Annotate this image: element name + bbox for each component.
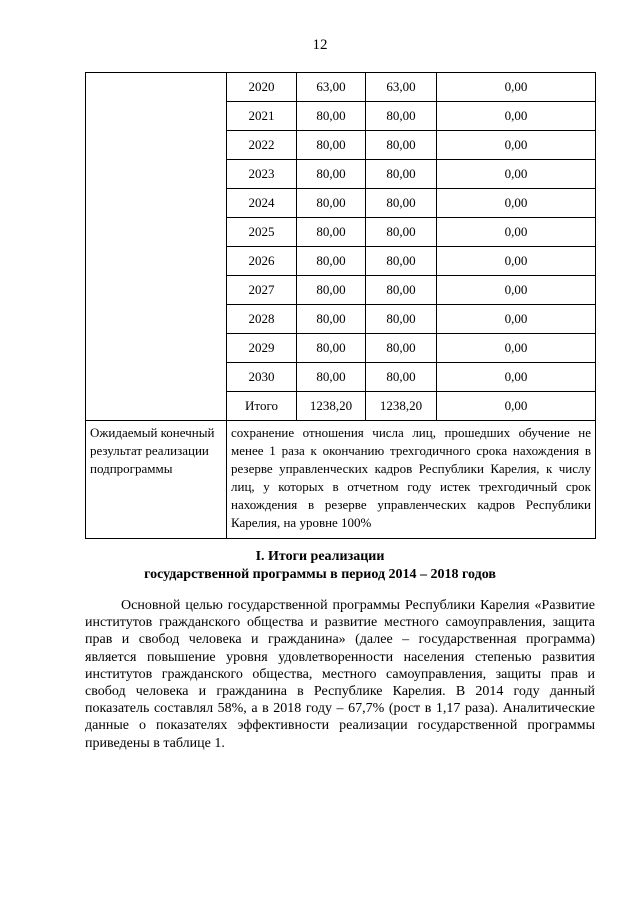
total-cell: 1238,20 [297, 392, 366, 421]
year-cell: 2025 [227, 218, 297, 247]
total-cell: 63,00 [297, 73, 366, 102]
total-cell: 80,00 [297, 218, 366, 247]
total-cell: 80,00 [297, 363, 366, 392]
total-cell: 80,00 [297, 276, 366, 305]
year-cell: 2027 [227, 276, 297, 305]
year-cell: 2020 [227, 73, 297, 102]
year-cell: 2030 [227, 363, 297, 392]
other-cell: 0,00 [437, 334, 596, 363]
total-cell: 80,00 [297, 102, 366, 131]
expected-result-label: Ожидаемый конечный результат реализации подпрограммы [86, 421, 227, 539]
total-cell: 80,00 [297, 247, 366, 276]
other-cell: 0,00 [437, 276, 596, 305]
section-heading-line1: I. Итоги реализации [255, 549, 385, 564]
body-paragraph: Основной целью государственной программы Республики Карелия «Развитие институтов гражданского общества и развитие местного самоуправления, защита прав и свобод человека и гражданина» (далее – государственная программа) является повышение уровня удовлетворенности населения степенью развития институтов гражданского общества, местного самоуправления, защиты прав и свобод человека и гражданина в Республике Карелия. В 2014 году данный показатель составлял 58%, а в 2018 году – 67,7% (рост в 1,17 раза). Аналитические данные о показателях эффективности реализации государственной программы приведены в таблице 1. [85, 598, 595, 751]
budget-cell: 80,00 [366, 160, 437, 189]
other-cell: 0,00 [437, 131, 596, 160]
budget-cell: 1238,20 [366, 392, 437, 421]
blank-label-cell [86, 73, 227, 421]
page-number: 12 [312, 37, 328, 53]
budget-cell: 80,00 [366, 305, 437, 334]
total-cell: 80,00 [297, 131, 366, 160]
total-cell: 80,00 [297, 334, 366, 363]
year-cell: Итого [227, 392, 297, 421]
other-cell: 0,00 [437, 363, 596, 392]
year-cell: 2021 [227, 102, 297, 131]
year-cell: 2023 [227, 160, 297, 189]
year-cell: 2022 [227, 131, 297, 160]
budget-cell: 80,00 [366, 218, 437, 247]
other-cell: 0,00 [437, 189, 596, 218]
section-heading [0, 548, 640, 584]
other-cell: 0,00 [437, 160, 596, 189]
funding-table [85, 72, 596, 539]
other-cell: 0,00 [437, 247, 596, 276]
total-cell: 80,00 [297, 305, 366, 334]
budget-cell: 80,00 [366, 131, 437, 160]
year-cell: 2029 [227, 334, 297, 363]
year-cell: 2028 [227, 305, 297, 334]
budget-cell: 80,00 [366, 363, 437, 392]
other-cell: 0,00 [437, 102, 596, 131]
budget-cell: 80,00 [366, 189, 437, 218]
section-heading-line2: государственной программы в период 2014 – 2018 годов [144, 567, 496, 582]
total-cell: 80,00 [297, 189, 366, 218]
expected-result-row [86, 421, 596, 539]
other-cell: 0,00 [437, 305, 596, 334]
budget-cell: 80,00 [366, 247, 437, 276]
budget-cell: 80,00 [366, 102, 437, 131]
expected-result-text: сохранение отношения числа лиц, прошедших обучение не менее 1 раза к окончанию трехгодичного срока нахождения в резерве управленческих кадров Республики Карелия, к числу лиц, у которых в отчетном году истек трехгодичный срок нахождения в резерве управленческих кадров Республики Карелия, на уровне 100% [227, 421, 596, 539]
other-cell: 0,00 [437, 218, 596, 247]
other-cell: 0,00 [437, 392, 596, 421]
budget-cell: 80,00 [366, 276, 437, 305]
total-cell: 80,00 [297, 160, 366, 189]
table-body [86, 73, 596, 539]
other-cell: 0,00 [437, 73, 596, 102]
budget-cell: 63,00 [366, 73, 437, 102]
year-cell: 2024 [227, 189, 297, 218]
table-row [86, 73, 596, 102]
year-cell: 2026 [227, 247, 297, 276]
budget-cell: 80,00 [366, 334, 437, 363]
